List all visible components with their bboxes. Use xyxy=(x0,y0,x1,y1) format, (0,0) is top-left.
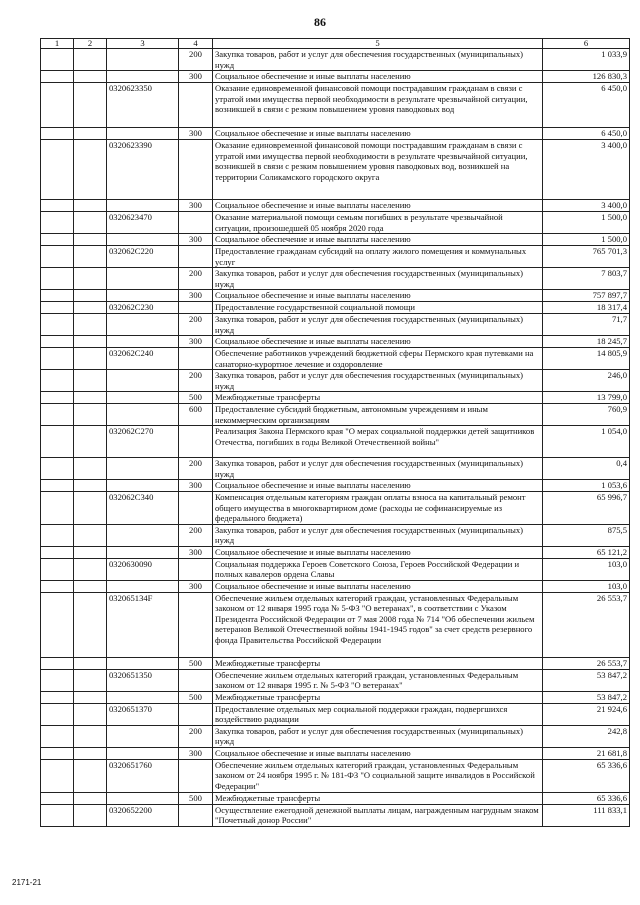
expense-type-cell xyxy=(179,348,213,370)
expense-type-cell xyxy=(179,302,213,314)
cell-empty xyxy=(41,458,74,480)
cell-empty xyxy=(41,234,74,246)
expense-type-cell xyxy=(179,212,213,234)
description-cell: Социальное обеспечение и иные выплаты населению xyxy=(213,128,543,140)
expense-type-cell: 500 xyxy=(179,657,213,669)
header-col-2: 2 xyxy=(74,39,107,49)
description-cell: Социальное обеспечение и иные выплаты населению xyxy=(213,71,543,83)
cell-empty xyxy=(41,404,74,426)
cell-empty xyxy=(74,404,107,426)
cell-empty xyxy=(41,348,74,370)
table-row xyxy=(41,268,630,290)
table-row xyxy=(41,580,630,592)
table-row xyxy=(41,71,630,83)
expense-type-cell: 300 xyxy=(179,128,213,140)
amount-cell: 26 553,7 xyxy=(543,657,630,669)
table-row xyxy=(41,348,630,370)
expense-type-cell xyxy=(179,592,213,657)
expense-type-cell: 300 xyxy=(179,71,213,83)
header-col-5: 5 xyxy=(213,39,543,49)
expense-type-cell: 300 xyxy=(179,290,213,302)
description-cell: Обеспечение жильем отдельных категорий граждан, установленных Федеральным законом от 24 ноября 1995 г. № 181-ФЗ "О социальной защите инвалидов в Российской Федерации" xyxy=(213,759,543,792)
description-cell: Закупка товаров, работ и услуг для обеспечения государственных (муниципальных) нужд xyxy=(213,370,543,392)
expense-type-cell: 300 xyxy=(179,200,213,212)
target-code-cell: 032062C270 xyxy=(107,426,179,458)
expense-type-cell: 300 xyxy=(179,234,213,246)
cell-empty xyxy=(41,200,74,212)
table-row xyxy=(41,426,630,458)
cell-empty xyxy=(41,804,74,826)
target-code-cell xyxy=(107,747,179,759)
description-cell: Социальное обеспечение и иные выплаты населению xyxy=(213,546,543,558)
description-cell: Социальное обеспечение и иные выплаты населению xyxy=(213,290,543,302)
header-col-1: 1 xyxy=(41,39,74,49)
cell-empty xyxy=(74,792,107,804)
target-code-cell xyxy=(107,290,179,302)
cell-empty xyxy=(74,747,107,759)
table-row xyxy=(41,246,630,268)
description-cell: Обеспечение жильем отдельных категорий граждан, установленных Федеральным законом от 12 января 1995 г. № 5-ФЗ "О ветеранах" xyxy=(213,669,543,691)
table-row xyxy=(41,404,630,426)
target-code-cell xyxy=(107,792,179,804)
expense-type-cell xyxy=(179,558,213,580)
description-cell: Предоставление гражданам субсидий на оплату жилого помещения и коммунальных услуг xyxy=(213,246,543,268)
expense-type-cell: 300 xyxy=(179,580,213,592)
cell-empty xyxy=(74,302,107,314)
cell-empty xyxy=(41,370,74,392)
cell-empty xyxy=(74,703,107,725)
description-cell: Закупка товаров, работ и услуг для обеспечения государственных (муниципальных) нужд xyxy=(213,725,543,747)
cell-empty xyxy=(41,314,74,336)
amount-cell: 18 245,7 xyxy=(543,336,630,348)
cell-empty xyxy=(74,370,107,392)
cell-empty xyxy=(41,492,74,525)
amount-cell: 242,8 xyxy=(543,725,630,747)
table-row xyxy=(41,370,630,392)
document-footer-code: 2171-21 xyxy=(12,878,42,887)
amount-cell: 7 803,7 xyxy=(543,268,630,290)
cell-empty xyxy=(74,804,107,826)
description-cell: Межбюджетные трансферты xyxy=(213,657,543,669)
budget-table xyxy=(40,38,630,827)
cell-empty xyxy=(41,669,74,691)
target-code-cell xyxy=(107,314,179,336)
expense-type-cell xyxy=(179,759,213,792)
target-code-cell: 0320651370 xyxy=(107,703,179,725)
target-code-cell: 032062C240 xyxy=(107,348,179,370)
amount-cell: 53 847,2 xyxy=(543,669,630,691)
amount-cell: 6 450,0 xyxy=(543,83,630,128)
description-cell: Социальное обеспечение и иные выплаты населению xyxy=(213,580,543,592)
target-code-cell: 032062C220 xyxy=(107,246,179,268)
table-row xyxy=(41,200,630,212)
description-cell: Закупка товаров, работ и услуг для обеспечения государственных (муниципальных) нужд xyxy=(213,49,543,71)
cell-empty xyxy=(41,546,74,558)
target-code-cell xyxy=(107,49,179,71)
table-row xyxy=(41,524,630,546)
description-cell: Социальное обеспечение и иные выплаты населению xyxy=(213,200,543,212)
table-row xyxy=(41,792,630,804)
amount-cell: 246,0 xyxy=(543,370,630,392)
target-code-cell xyxy=(107,657,179,669)
cell-empty xyxy=(74,268,107,290)
cell-empty xyxy=(74,49,107,71)
target-code-cell xyxy=(107,580,179,592)
target-code-cell xyxy=(107,404,179,426)
cell-empty xyxy=(74,336,107,348)
target-code-cell xyxy=(107,480,179,492)
description-cell: Закупка товаров, работ и услуг для обеспечения государственных (муниципальных) нужд xyxy=(213,314,543,336)
amount-cell: 21 681,8 xyxy=(543,747,630,759)
cell-empty xyxy=(74,246,107,268)
target-code-cell: 032062C230 xyxy=(107,302,179,314)
table-row xyxy=(41,212,630,234)
expense-type-cell xyxy=(179,492,213,525)
expense-type-cell xyxy=(179,246,213,268)
cell-empty xyxy=(41,392,74,404)
cell-empty xyxy=(74,314,107,336)
description-cell: Межбюджетные трансферты xyxy=(213,691,543,703)
expense-type-cell xyxy=(179,83,213,128)
table-row xyxy=(41,703,630,725)
target-code-cell: 032065134F xyxy=(107,592,179,657)
amount-cell: 1 500,0 xyxy=(543,212,630,234)
description-cell: Межбюджетные трансферты xyxy=(213,792,543,804)
table-row xyxy=(41,759,630,792)
description-cell: Компенсация отдельным категориям граждан оплаты взноса на капитальный ремонт общего имущества в многоквартирном доме (расходы не софинансируемые из федерального бюджета) xyxy=(213,492,543,525)
expense-type-cell xyxy=(179,140,213,200)
target-code-cell: 0320651760 xyxy=(107,759,179,792)
cell-empty xyxy=(41,747,74,759)
header-col-6: 6 xyxy=(543,39,630,49)
cell-empty xyxy=(41,268,74,290)
cell-empty xyxy=(74,234,107,246)
cell-empty xyxy=(74,725,107,747)
cell-empty xyxy=(74,348,107,370)
expense-type-cell: 200 xyxy=(179,524,213,546)
cell-empty xyxy=(74,558,107,580)
target-code-cell: 0320623390 xyxy=(107,140,179,200)
cell-empty xyxy=(74,392,107,404)
table-row xyxy=(41,140,630,200)
cell-empty xyxy=(74,580,107,592)
cell-empty xyxy=(41,426,74,458)
amount-cell: 65 121,2 xyxy=(543,546,630,558)
description-cell: Социальное обеспечение и иные выплаты населению xyxy=(213,336,543,348)
description-cell: Социальная поддержка Героев Советского Союза, Героев Российской Федерации и полных кавалеров ордена Славы xyxy=(213,558,543,580)
target-code-cell: 0320623470 xyxy=(107,212,179,234)
cell-empty xyxy=(74,128,107,140)
description-cell: Предоставление субсидий бюджетным, автономным учреждениям и иным некоммерческим организациям xyxy=(213,404,543,426)
amount-cell: 65 336,6 xyxy=(543,759,630,792)
amount-cell: 53 847,2 xyxy=(543,691,630,703)
expense-type-cell: 300 xyxy=(179,480,213,492)
table-row xyxy=(41,234,630,246)
amount-cell: 65 996,7 xyxy=(543,492,630,525)
cell-empty xyxy=(41,140,74,200)
cell-empty xyxy=(74,83,107,128)
cell-empty xyxy=(74,200,107,212)
description-cell: Закупка товаров, работ и услуг для обеспечения государственных (муниципальных) нужд xyxy=(213,524,543,546)
target-code-cell xyxy=(107,268,179,290)
expense-type-cell: 200 xyxy=(179,49,213,71)
table-row xyxy=(41,546,630,558)
cell-empty xyxy=(74,546,107,558)
description-cell: Осуществление ежегодной денежной выплаты лицам, награжденным нагрудным знаком "Почетный донор России" xyxy=(213,804,543,826)
target-code-cell xyxy=(107,458,179,480)
amount-cell: 21 924,6 xyxy=(543,703,630,725)
cell-empty xyxy=(41,128,74,140)
description-cell: Социальное обеспечение и иные выплаты населению xyxy=(213,234,543,246)
cell-empty xyxy=(41,336,74,348)
description-cell: Предоставление государственной социальной помощи xyxy=(213,302,543,314)
amount-cell: 71,7 xyxy=(543,314,630,336)
expense-type-cell: 200 xyxy=(179,725,213,747)
amount-cell: 103,0 xyxy=(543,580,630,592)
amount-cell: 65 336,6 xyxy=(543,792,630,804)
amount-cell: 757 897,7 xyxy=(543,290,630,302)
description-cell: Реализация Закона Пермского края "О мерах социальной поддержки детей защитников Отечества, погибших в годы Великой Отечественной войны" xyxy=(213,426,543,458)
cell-empty xyxy=(41,703,74,725)
table-row xyxy=(41,480,630,492)
cell-empty xyxy=(41,524,74,546)
amount-cell: 6 450,0 xyxy=(543,128,630,140)
expense-type-cell xyxy=(179,703,213,725)
description-cell: Социальное обеспечение и иные выплаты населению xyxy=(213,480,543,492)
amount-cell: 14 805,9 xyxy=(543,348,630,370)
cell-empty xyxy=(74,669,107,691)
description-cell: Обеспечение работников учреждений бюджетной сферы Пермского края путевками на санаторно-курортное лечение и оздоровление xyxy=(213,348,543,370)
expense-type-cell: 500 xyxy=(179,392,213,404)
table-row xyxy=(41,83,630,128)
amount-cell: 126 830,3 xyxy=(543,71,630,83)
header-col-4: 4 xyxy=(179,39,213,49)
description-cell: Предоставление отдельных мер социальной поддержки граждан, подвергшихся воздействию радиации xyxy=(213,703,543,725)
description-cell: Социальное обеспечение и иные выплаты населению xyxy=(213,747,543,759)
target-code-cell xyxy=(107,234,179,246)
expense-type-cell: 200 xyxy=(179,268,213,290)
amount-cell: 760,9 xyxy=(543,404,630,426)
table-row xyxy=(41,747,630,759)
amount-cell: 1 053,6 xyxy=(543,480,630,492)
amount-cell: 3 400,0 xyxy=(543,140,630,200)
target-code-cell: 0320651350 xyxy=(107,669,179,691)
target-code-cell: 0320630090 xyxy=(107,558,179,580)
cell-empty xyxy=(74,290,107,302)
expense-type-cell xyxy=(179,426,213,458)
cell-empty xyxy=(41,212,74,234)
amount-cell: 18 317,4 xyxy=(543,302,630,314)
amount-cell: 765 701,3 xyxy=(543,246,630,268)
description-cell: Обеспечение жильем отдельных категорий граждан, установленных Федеральным законом от 12 января 1995 года № 5-ФЗ "О ветеранах", в соответствии с Указом Президента Российской Федерации от 7 мая 2008 года № 714 "Об обеспечении жильем ветеранов Великой Отечественной войны 1941-1945 годов" за счет средств резервного фонда Правительства Российской Федерации xyxy=(213,592,543,657)
table-row xyxy=(41,128,630,140)
expense-type-cell: 300 xyxy=(179,336,213,348)
cell-empty xyxy=(41,592,74,657)
target-code-cell xyxy=(107,336,179,348)
table-row xyxy=(41,49,630,71)
table-row xyxy=(41,458,630,480)
description-cell: Оказание единовременной финансовой помощи пострадавшим гражданам в связи с утратой ими имущества первой необходимости в результате чрезвычайной ситуации, возникшей в связи с резким повышением уровня паводковых вод xyxy=(213,83,543,128)
cell-empty xyxy=(41,725,74,747)
expense-type-cell: 200 xyxy=(179,370,213,392)
expense-type-cell: 500 xyxy=(179,691,213,703)
expense-type-cell: 200 xyxy=(179,314,213,336)
target-code-cell xyxy=(107,128,179,140)
cell-empty xyxy=(74,458,107,480)
cell-empty xyxy=(41,759,74,792)
table-row xyxy=(41,725,630,747)
description-cell: Межбюджетные трансферты xyxy=(213,392,543,404)
amount-cell: 1 033,9 xyxy=(543,49,630,71)
cell-empty xyxy=(41,302,74,314)
target-code-cell xyxy=(107,691,179,703)
table-row xyxy=(41,592,630,657)
amount-cell: 26 553,7 xyxy=(543,592,630,657)
target-code-cell xyxy=(107,392,179,404)
table-row xyxy=(41,804,630,826)
description-cell: Оказание материальной помощи семьям погибших в результате чрезвычайной ситуации, произошедшей 05 ноября 2020 года xyxy=(213,212,543,234)
cell-empty xyxy=(41,558,74,580)
cell-empty xyxy=(41,71,74,83)
cell-empty xyxy=(41,83,74,128)
cell-empty xyxy=(74,592,107,657)
table-row xyxy=(41,392,630,404)
target-code-cell: 032062C340 xyxy=(107,492,179,525)
description-cell: Оказание единовременной финансовой помощи пострадавшим гражданам в связи с утратой ими имущества первой необходимости в результате чрезвычайной ситуации, возникшей в связи с резким повышением уровня паводковых вод, возникшей на территории Соликамского городского округа xyxy=(213,140,543,200)
cell-empty xyxy=(41,580,74,592)
target-code-cell xyxy=(107,370,179,392)
table-row xyxy=(41,314,630,336)
description-cell: Закупка товаров, работ и услуг для обеспечения государственных (муниципальных) нужд xyxy=(213,458,543,480)
target-code-cell xyxy=(107,546,179,558)
cell-empty xyxy=(41,792,74,804)
cell-empty xyxy=(41,480,74,492)
description-cell: Закупка товаров, работ и услуг для обеспечения государственных (муниципальных) нужд xyxy=(213,268,543,290)
table-row xyxy=(41,336,630,348)
header-col-3: 3 xyxy=(107,39,179,49)
cell-empty xyxy=(74,759,107,792)
target-code-cell xyxy=(107,725,179,747)
expense-type-cell xyxy=(179,804,213,826)
amount-cell: 3 400,0 xyxy=(543,200,630,212)
amount-cell: 103,0 xyxy=(543,558,630,580)
expense-type-cell: 300 xyxy=(179,546,213,558)
expense-type-cell: 200 xyxy=(179,458,213,480)
page-number: 86 xyxy=(314,15,326,29)
cell-empty xyxy=(74,140,107,200)
cell-empty xyxy=(74,71,107,83)
cell-empty xyxy=(41,657,74,669)
cell-empty xyxy=(41,246,74,268)
cell-empty xyxy=(41,49,74,71)
amount-cell: 111 833,1 xyxy=(543,804,630,826)
cell-empty xyxy=(74,426,107,458)
amount-cell: 1 500,0 xyxy=(543,234,630,246)
target-code-cell xyxy=(107,200,179,212)
table-row xyxy=(41,657,630,669)
amount-cell: 1 054,0 xyxy=(543,426,630,458)
cell-empty xyxy=(74,524,107,546)
table-row xyxy=(41,302,630,314)
target-code-cell: 0320652200 xyxy=(107,804,179,826)
target-code-cell xyxy=(107,524,179,546)
table-row xyxy=(41,691,630,703)
cell-empty xyxy=(74,492,107,525)
cell-empty xyxy=(74,657,107,669)
cell-empty xyxy=(74,691,107,703)
expense-type-cell: 600 xyxy=(179,404,213,426)
amount-cell: 875,5 xyxy=(543,524,630,546)
target-code-cell xyxy=(107,71,179,83)
table-row xyxy=(41,558,630,580)
cell-empty xyxy=(74,480,107,492)
cell-empty xyxy=(41,290,74,302)
table-row xyxy=(41,290,630,302)
table-row xyxy=(41,669,630,691)
amount-cell: 0,4 xyxy=(543,458,630,480)
amount-cell: 13 799,0 xyxy=(543,392,630,404)
cell-empty xyxy=(41,691,74,703)
expense-type-cell: 300 xyxy=(179,747,213,759)
table-header-row xyxy=(41,39,630,49)
expense-type-cell: 500 xyxy=(179,792,213,804)
cell-empty xyxy=(74,212,107,234)
expense-type-cell xyxy=(179,669,213,691)
target-code-cell: 0320623350 xyxy=(107,83,179,128)
table-row xyxy=(41,492,630,525)
